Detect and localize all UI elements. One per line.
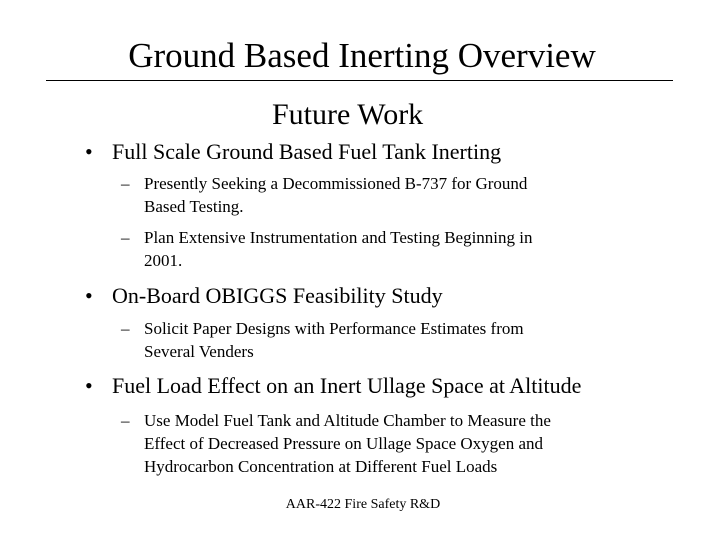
slide-subtitle: Future Work [272,98,424,131]
sub-bullet-item [121,317,524,363]
sub-bullet-dash: – [121,228,130,247]
sub-bullet-text: Plan Extensive Instrumentation and Testing Beginning in 2001. [144,228,533,270]
bullet-item [85,282,443,310]
sub-bullet-text: Presently Seeking a Decommissioned B-737 for Ground Based Testing. [144,174,528,216]
sub-bullet-item [121,172,527,218]
bullet-text: On-Board OBIGGS Feasibility Study [112,283,443,308]
sub-bullet-item [121,226,533,272]
bullet-item [85,372,581,400]
slide-title: Ground Based Inerting Overview [128,36,596,75]
bullet-text: Fuel Load Effect on an Inert Ullage Space at Altitude [112,373,582,398]
sub-bullet-dash: – [121,174,130,193]
bullet-text: Full Scale Ground Based Fuel Tank Inerting [112,139,502,164]
slide-footer: AAR-422 Fire Safety R&D [285,497,441,512]
bullet-item [85,138,501,166]
sub-bullet-text: Solicit Paper Designs with Performance Estimates from Several Venders [144,319,524,361]
bullet-marker: • [85,373,93,398]
title-divider [46,80,673,81]
sub-bullet-dash: – [121,319,130,338]
sub-bullet-text: Use Model Fuel Tank and Altitude Chamber to Measure the Effect of Decreased Pressure on Ullage Space Oxygen and Hydrocarbon Concentration at Different Fuel Loads [144,411,551,476]
sub-bullet-dash: – [121,411,130,430]
bullet-marker: • [85,139,93,164]
sub-bullet-item [121,409,551,478]
bullet-marker: • [85,283,93,308]
